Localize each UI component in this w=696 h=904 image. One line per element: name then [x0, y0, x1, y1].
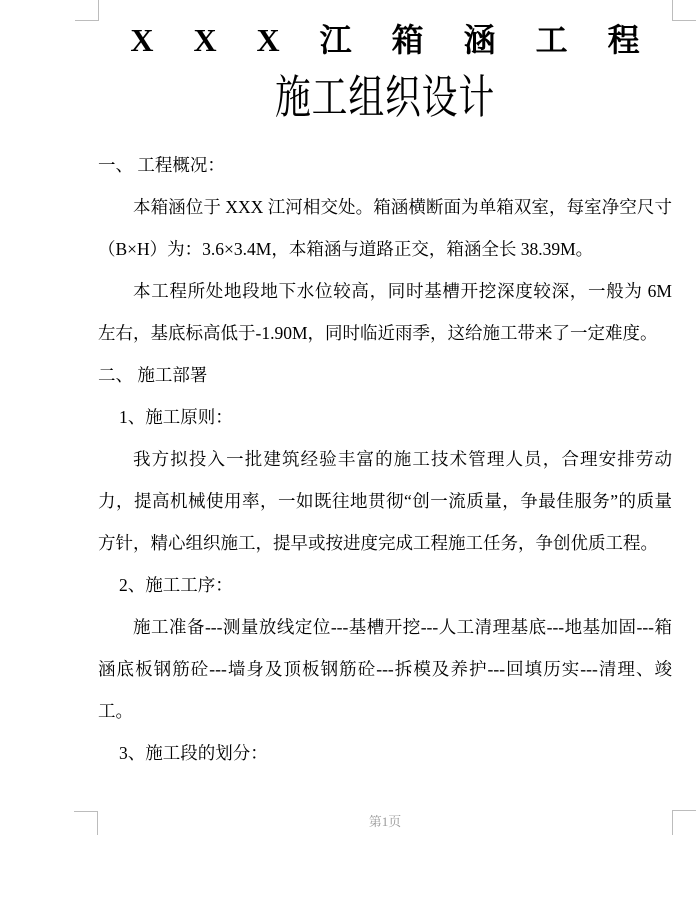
paragraph-overview-1: 本箱涵位于 XXX 江河相交处。箱涵横断面为单箱双室，每室净空尺寸（B×H）为：3.6×3.4M，本箱涵与道路正交，箱涵全长 38.39M。: [98, 197, 672, 259]
margin-crop-mark-bottom-left: [74, 811, 98, 835]
document-subtitle: [98, 72, 672, 124]
page-content: [98, 22, 672, 774]
document-subtitle-text: 施工组织设计: [275, 72, 495, 123]
document-title: X X X 江 箱 涵 工 程: [130, 22, 640, 58]
margin-crop-mark-top-left: [75, 0, 99, 21]
item-heading-3: 3、施工段的划分：: [119, 743, 268, 763]
item-heading-1: 1、施工原则：: [119, 407, 233, 427]
section-heading-2: 二、 施工部署: [98, 365, 208, 385]
page-number: 第1页: [368, 814, 402, 829]
margin-crop-mark-bottom-right: [672, 810, 696, 835]
paragraph-overview-2: 本工程所处地段地下水位较高，同时基槽开挖深度较深，一般为 6M 左右，基底标高低于-1.90M，同时临近雨季，这给施工带来了一定难度。: [98, 281, 672, 343]
item-heading-2: 2、施工工序：: [119, 575, 233, 595]
margin-crop-mark-top-right: [672, 0, 696, 21]
paragraph-procedure: 施工准备---测量放线定位---基槽开挖---人工清理基底---地基加固---箱涵底板钢筋砼---墙身及顶板钢筋砼---拆模及养护---回填历实---清理、竣工。: [98, 617, 672, 721]
section-heading-1: 一、 工程概况：: [98, 155, 225, 175]
paragraph-principle: 我方拟投入一批建筑经验丰富的施工技术管理人员，合理安排劳动力，提高机械使用率，一如既往地贯彻“创一流质量，争最佳服务”的质量方针，精心组织施工，提早或按进度完成工程施工任务，争创优质工程。: [98, 449, 672, 553]
document-body: [98, 144, 672, 774]
